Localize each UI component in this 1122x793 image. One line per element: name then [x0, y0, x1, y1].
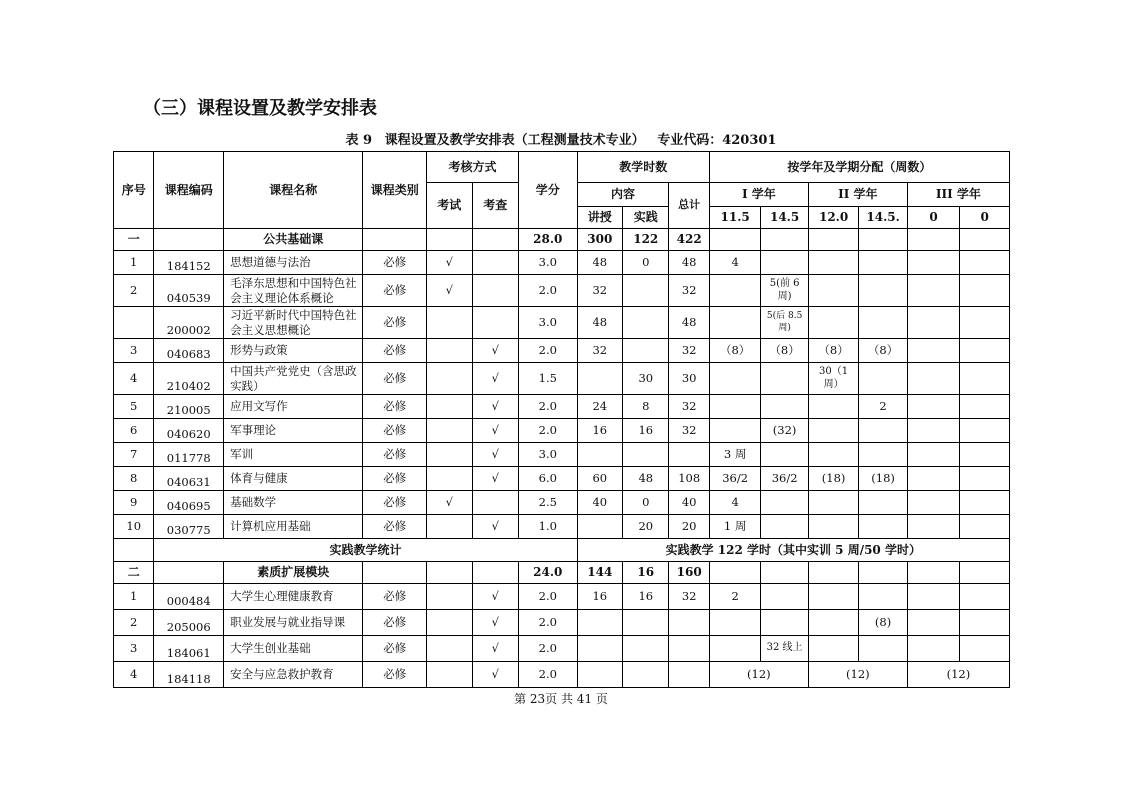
cell-sem	[808, 395, 859, 419]
cell-type: 必修	[363, 395, 427, 419]
cell-year: (12)	[709, 662, 808, 688]
cell-total	[669, 662, 709, 688]
cell-exam	[427, 339, 472, 363]
cell-seq	[114, 307, 154, 339]
cell-practice: 0	[623, 251, 669, 275]
cell-exam	[427, 662, 472, 688]
cell-sem	[761, 515, 808, 539]
cell-check: √	[472, 636, 518, 662]
group-seq: 一	[114, 229, 154, 251]
col-header-name: 课程名称	[224, 152, 363, 229]
cell-sem	[907, 491, 960, 515]
cell-practice	[623, 636, 669, 662]
cell-seq: 2	[114, 610, 154, 636]
cell-code: 000484	[154, 584, 224, 610]
cell-sem	[907, 251, 960, 275]
table-row	[114, 419, 1010, 443]
cell-credit: 2.0	[519, 419, 578, 443]
cell-credit: 2.0	[519, 275, 578, 307]
cell-sem	[859, 443, 907, 467]
cell-type: 必修	[363, 363, 427, 395]
cell-sem: （8）	[709, 339, 761, 363]
cell-credit: 3.0	[519, 251, 578, 275]
cell-sem	[859, 636, 907, 662]
cell-sem	[808, 491, 859, 515]
col-header-seq: 序号	[114, 152, 154, 229]
cell-sem	[761, 251, 808, 275]
cell-total	[669, 443, 709, 467]
cell-sem	[859, 251, 907, 275]
cell-sem	[709, 419, 761, 443]
group-lecture: 144	[577, 562, 622, 584]
group-row	[114, 562, 1010, 584]
cell-sem	[761, 363, 808, 395]
cell-type: 必修	[363, 662, 427, 688]
cell-sem: 2	[709, 584, 761, 610]
cell-credit: 2.0	[519, 610, 578, 636]
cell-sem	[761, 395, 808, 419]
table-row	[114, 636, 1010, 662]
cell-exam	[427, 395, 472, 419]
cell-total: 32	[669, 419, 709, 443]
cell-sem	[960, 610, 1010, 636]
cell-check	[472, 251, 518, 275]
cell-sem	[907, 443, 960, 467]
cell-exam: √	[427, 251, 472, 275]
cell-sem	[907, 363, 960, 395]
cell-sem	[761, 491, 808, 515]
cell-sem	[907, 610, 960, 636]
cell-credit: 2.0	[519, 662, 578, 688]
cell-lecture: 24	[577, 395, 622, 419]
col-header-assess: 考核方式	[427, 152, 519, 183]
cell-code: 184152	[154, 251, 224, 275]
cell-practice: 0	[623, 491, 669, 515]
cell-sem: 32 线上	[761, 636, 808, 662]
cell-credit: 6.0	[519, 467, 578, 491]
cell-sem: (32)	[761, 419, 808, 443]
cell-lecture: 32	[577, 275, 622, 307]
cell-type: 必修	[363, 515, 427, 539]
table-row	[114, 307, 1010, 339]
cell-sem	[859, 307, 907, 339]
cell-sem: 4	[709, 491, 761, 515]
group-row	[114, 229, 1010, 251]
cell-credit: 2.0	[519, 584, 578, 610]
cell-code: 184061	[154, 636, 224, 662]
cell-sem: （8）	[761, 339, 808, 363]
cell-code: 184118	[154, 662, 224, 688]
cell-sem	[960, 515, 1010, 539]
cell-sem	[859, 275, 907, 307]
course-schedule-table	[113, 151, 1010, 688]
cell-seq: 5	[114, 395, 154, 419]
cell-check: √	[472, 610, 518, 636]
table-row	[114, 443, 1010, 467]
cell-practice	[623, 275, 669, 307]
practice-stats-label: 实践教学统计	[154, 539, 577, 562]
cell-exam	[427, 636, 472, 662]
cell-year: (12)	[907, 662, 1009, 688]
cell-seq: 6	[114, 419, 154, 443]
cell-sem: 2	[859, 395, 907, 419]
col-header-week: 11.5	[709, 207, 761, 229]
cell-lecture: 16	[577, 584, 622, 610]
cell-name: 中国共产党党史（含思政实践）	[224, 363, 363, 395]
cell-code: 200002	[154, 307, 224, 339]
cell-sem	[960, 636, 1010, 662]
cell-seq: 9	[114, 491, 154, 515]
cell-sem	[859, 363, 907, 395]
cell-sem: （8）	[859, 339, 907, 363]
cell-credit: 3.0	[519, 307, 578, 339]
col-header-week: 12.0	[808, 207, 859, 229]
cell-sem: (18)	[808, 467, 859, 491]
cell-total: 48	[669, 251, 709, 275]
cell-name: 毛泽东思想和中国特色社会主义理论体系概论	[224, 275, 363, 307]
cell-seq: 3	[114, 339, 154, 363]
cell-code: 040695	[154, 491, 224, 515]
cell-sem	[808, 275, 859, 307]
table-row	[114, 515, 1010, 539]
col-header-check: 考查	[472, 183, 518, 229]
col-header-credit: 学分	[519, 152, 578, 229]
cell-name: 军训	[224, 443, 363, 467]
cell-check	[472, 307, 518, 339]
cell-sem	[960, 307, 1010, 339]
cell-total: 30	[669, 363, 709, 395]
cell-name: 思想道德与法治	[224, 251, 363, 275]
group-seq: 二	[114, 562, 154, 584]
col-header-year1: I 学年	[709, 183, 808, 207]
cell-exam	[427, 584, 472, 610]
cell-sem	[960, 395, 1010, 419]
cell-sem	[907, 339, 960, 363]
cell-sem	[859, 419, 907, 443]
cell-seq: 3	[114, 636, 154, 662]
caption-title: 课程设置及教学安排表（工程测量技术专业）	[384, 133, 645, 148]
cell-total: 32	[669, 275, 709, 307]
cell-sem	[907, 467, 960, 491]
cell-sem	[808, 515, 859, 539]
cell-type: 必修	[363, 275, 427, 307]
cell-check	[472, 275, 518, 307]
table-row	[114, 491, 1010, 515]
col-header-lecture: 讲授	[577, 207, 622, 229]
col-header-practice: 实践	[623, 207, 669, 229]
cell-type: 必修	[363, 467, 427, 491]
cell-sem	[859, 491, 907, 515]
cell-lecture	[577, 363, 622, 395]
cell-code: 040620	[154, 419, 224, 443]
cell-sem: (18)	[859, 467, 907, 491]
cell-practice: 16	[623, 584, 669, 610]
col-header-week: 14.5.	[859, 207, 907, 229]
col-header-week: 0	[960, 207, 1010, 229]
cell-code: 210005	[154, 395, 224, 419]
cell-check: √	[472, 395, 518, 419]
cell-sem	[960, 419, 1010, 443]
cell-sem: 36/2	[709, 467, 761, 491]
cell-exam	[427, 307, 472, 339]
cell-code: 011778	[154, 443, 224, 467]
cell-sem	[709, 395, 761, 419]
cell-total: 48	[669, 307, 709, 339]
cell-credit: 2.5	[519, 491, 578, 515]
cell-seq: 4	[114, 363, 154, 395]
cell-sem	[960, 443, 1010, 467]
cell-sem	[907, 419, 960, 443]
cell-check: √	[472, 467, 518, 491]
col-header-hours: 教学时数	[577, 152, 709, 183]
group-lecture: 300	[577, 229, 622, 251]
cell-sem	[907, 515, 960, 539]
cell-sem	[808, 584, 859, 610]
cell-type: 必修	[363, 339, 427, 363]
table-caption	[113, 129, 1009, 148]
cell-lecture: 16	[577, 419, 622, 443]
cell-sem	[761, 610, 808, 636]
cell-type: 必修	[363, 491, 427, 515]
cell-code: 040683	[154, 339, 224, 363]
table-row	[114, 251, 1010, 275]
cell-name: 计算机应用基础	[224, 515, 363, 539]
cell-check: √	[472, 339, 518, 363]
cell-exam	[427, 515, 472, 539]
practice-stats-row	[114, 539, 1010, 562]
cell-lecture: 60	[577, 467, 622, 491]
cell-code: 040631	[154, 467, 224, 491]
group-credit: 24.0	[519, 562, 578, 584]
cell-check: √	[472, 662, 518, 688]
cell-practice	[623, 610, 669, 636]
cell-credit: 1.0	[519, 515, 578, 539]
cell-lecture	[577, 662, 622, 688]
cell-name: 大学生心理健康教育	[224, 584, 363, 610]
cell-practice: 16	[623, 419, 669, 443]
cell-sem: 36/2	[761, 467, 808, 491]
practice-stats-value: 实践教学 122 学时（其中实训 5 周/50 学时）	[577, 539, 1009, 562]
cell-name: 安全与应急救护教育	[224, 662, 363, 688]
cell-seq: 1	[114, 584, 154, 610]
col-header-total: 总计	[669, 183, 709, 229]
cell-name: 体育与健康	[224, 467, 363, 491]
cell-sem	[960, 339, 1010, 363]
table-row	[114, 363, 1010, 395]
cell-sem	[907, 636, 960, 662]
caption-label: 表 9	[345, 133, 373, 148]
cell-seq: 10	[114, 515, 154, 539]
cell-lecture: 32	[577, 339, 622, 363]
cell-code: 205006	[154, 610, 224, 636]
col-header-code: 课程编码	[154, 152, 224, 229]
cell-sem	[859, 584, 907, 610]
cell-sem	[808, 610, 859, 636]
group-practice: 16	[623, 562, 669, 584]
cell-name: 习近平新时代中国特色社会主义思想概论	[224, 307, 363, 339]
cell-total: 32	[669, 339, 709, 363]
caption-code: 专业代码：420301	[657, 133, 777, 148]
cell-lecture	[577, 515, 622, 539]
cell-sem	[808, 636, 859, 662]
cell-name: 大学生创业基础	[224, 636, 363, 662]
cell-lecture: 48	[577, 251, 622, 275]
table-row	[114, 584, 1010, 610]
cell-total: 108	[669, 467, 709, 491]
cell-total: 40	[669, 491, 709, 515]
cell-lecture: 48	[577, 307, 622, 339]
cell-sem	[808, 251, 859, 275]
cell-check: √	[472, 363, 518, 395]
cell-check: √	[472, 443, 518, 467]
cell-lecture: 40	[577, 491, 622, 515]
cell-sem: 5(后 8.5 周)	[761, 307, 808, 339]
cell-total	[669, 636, 709, 662]
cell-exam	[427, 419, 472, 443]
cell-code: 040539	[154, 275, 224, 307]
cell-sem	[960, 491, 1010, 515]
cell-total: 32	[669, 395, 709, 419]
group-credit: 28.0	[519, 229, 578, 251]
cell-seq: 7	[114, 443, 154, 467]
cell-name: 应用文写作	[224, 395, 363, 419]
cell-code: 030775	[154, 515, 224, 539]
cell-sem: (8)	[859, 610, 907, 636]
cell-sem	[907, 307, 960, 339]
cell-seq: 1	[114, 251, 154, 275]
cell-sem	[907, 275, 960, 307]
cell-check: √	[472, 584, 518, 610]
cell-year: (12)	[808, 662, 907, 688]
cell-sem	[960, 467, 1010, 491]
cell-lecture	[577, 636, 622, 662]
cell-sem	[761, 443, 808, 467]
cell-credit: 2.0	[519, 339, 578, 363]
cell-sem	[960, 363, 1010, 395]
cell-seq: 4	[114, 662, 154, 688]
cell-sem	[761, 584, 808, 610]
cell-sem: （8）	[808, 339, 859, 363]
col-header-week: 14.5	[761, 207, 808, 229]
col-header-semester: 按学年及学期分配（周数）	[709, 152, 1009, 183]
cell-sem	[907, 584, 960, 610]
cell-type: 必修	[363, 419, 427, 443]
cell-name: 职业发展与就业指导课	[224, 610, 363, 636]
cell-lecture	[577, 610, 622, 636]
cell-lecture	[577, 443, 622, 467]
col-header-year2: II 学年	[808, 183, 907, 207]
group-name: 素质扩展模块	[224, 562, 363, 584]
table-row	[114, 395, 1010, 419]
cell-sem	[709, 307, 761, 339]
cell-practice	[623, 662, 669, 688]
cell-practice: 48	[623, 467, 669, 491]
cell-sem	[960, 584, 1010, 610]
cell-sem: 4	[709, 251, 761, 275]
cell-sem	[808, 443, 859, 467]
cell-practice	[623, 307, 669, 339]
cell-exam	[427, 443, 472, 467]
section-title: （三）课程设置及教学安排表	[143, 98, 377, 119]
group-practice: 122	[623, 229, 669, 251]
cell-name: 基础数学	[224, 491, 363, 515]
cell-type: 必修	[363, 251, 427, 275]
cell-name: 军事理论	[224, 419, 363, 443]
cell-credit: 1.5	[519, 363, 578, 395]
cell-sem	[859, 515, 907, 539]
cell-exam: √	[427, 491, 472, 515]
cell-sem	[709, 636, 761, 662]
cell-exam	[427, 610, 472, 636]
cell-sem	[960, 275, 1010, 307]
group-total: 160	[669, 562, 709, 584]
cell-check: √	[472, 419, 518, 443]
cell-total	[669, 610, 709, 636]
cell-exam: √	[427, 275, 472, 307]
cell-sem	[808, 419, 859, 443]
cell-type: 必修	[363, 610, 427, 636]
cell-type: 必修	[363, 307, 427, 339]
table-row	[114, 662, 1010, 688]
cell-practice: 8	[623, 395, 669, 419]
cell-type: 必修	[363, 584, 427, 610]
table-row	[114, 275, 1010, 307]
cell-practice: 30	[623, 363, 669, 395]
table-row	[114, 339, 1010, 363]
cell-sem: 30（1 周）	[808, 363, 859, 395]
cell-sem: 1 周	[709, 515, 761, 539]
cell-seq: 8	[114, 467, 154, 491]
cell-exam	[427, 467, 472, 491]
cell-sem	[709, 610, 761, 636]
cell-sem	[709, 275, 761, 307]
col-header-content: 内容	[577, 183, 669, 207]
col-header-week: 0	[907, 207, 960, 229]
cell-exam	[427, 363, 472, 395]
cell-sem	[808, 307, 859, 339]
cell-total: 32	[669, 584, 709, 610]
cell-sem	[907, 395, 960, 419]
cell-type: 必修	[363, 636, 427, 662]
col-header-year3: III 学年	[907, 183, 1009, 207]
col-header-exam: 考试	[427, 183, 472, 229]
cell-sem	[709, 363, 761, 395]
table-row	[114, 610, 1010, 636]
cell-total: 20	[669, 515, 709, 539]
cell-type: 必修	[363, 443, 427, 467]
cell-practice	[623, 443, 669, 467]
cell-practice: 20	[623, 515, 669, 539]
cell-credit: 3.0	[519, 443, 578, 467]
cell-name: 形势与政策	[224, 339, 363, 363]
group-total: 422	[669, 229, 709, 251]
cell-seq: 2	[114, 275, 154, 307]
cell-credit: 2.0	[519, 395, 578, 419]
cell-check: √	[472, 515, 518, 539]
cell-code: 210402	[154, 363, 224, 395]
col-header-type: 课程类别	[363, 152, 427, 229]
page-footer: 第 23页 共 41 页	[514, 692, 608, 706]
cell-sem: 5(前 6 周)	[761, 275, 808, 307]
cell-sem: 3 周	[709, 443, 761, 467]
cell-practice	[623, 339, 669, 363]
table-row	[114, 467, 1010, 491]
group-name: 公共基础课	[224, 229, 363, 251]
cell-sem	[960, 251, 1010, 275]
cell-check	[472, 491, 518, 515]
cell-credit: 2.0	[519, 636, 578, 662]
